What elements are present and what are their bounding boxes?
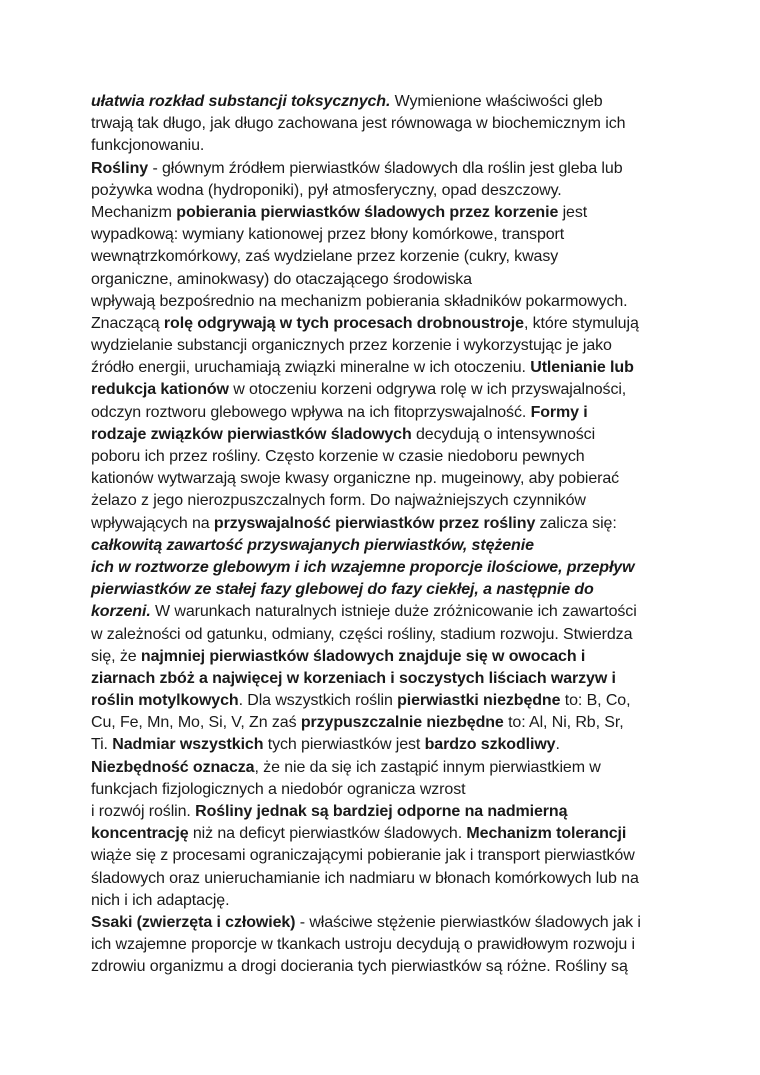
text-span: w zależności od gatunku, odmiany, części rośliny, stadium rozwoju. Stwierdza <box>91 625 633 643</box>
text-line <box>91 535 681 557</box>
text-span: rolę odgrywają w tych procesach drobnoustroje <box>163 314 524 332</box>
text-span: poboru ich przez rośliny. Często korzenie w czasie niedoboru pewnych <box>91 448 585 465</box>
text-span: Ti. <box>91 736 113 754</box>
text-span: niż na deficyt pierwiastków śladowych. <box>188 825 467 843</box>
text-span: najmniej pierwiastków śladowych znajduje się w owocach i <box>140 647 586 665</box>
text-span: Cu, Fe, Mn, Mo, Si, V, Zn zaś <box>91 714 301 732</box>
text-span: się, że <box>91 647 141 665</box>
text-span: rodzaje związków pierwiastków śladowych <box>91 425 412 443</box>
text-line <box>91 490 681 512</box>
text-span: W warunkach naturalnych istnieje duże zróżnicowanie ich zawartości <box>150 603 637 621</box>
text-span: wiąże się z procesami ograniczającymi pobieranie jak i transport pierwiastków <box>91 847 635 865</box>
text-span: bardzo szkodliwy <box>424 736 556 754</box>
text-span: źródło energii, uruchamiają związki mineralne w ich otoczeniu. <box>91 359 531 377</box>
text-span: koncentrację <box>91 825 189 843</box>
text-span: wydzielanie substancji organicznych przez korzenie i wykorzystując je jako <box>91 337 612 355</box>
text-line <box>91 668 681 690</box>
text-line <box>91 113 681 135</box>
text-span: zalicza się: <box>535 514 617 532</box>
text-line <box>91 158 681 180</box>
text-line <box>91 269 681 291</box>
text-span: to: Al, Ni, Rb, Sr, <box>503 714 624 732</box>
text-line <box>91 734 681 756</box>
text-line <box>91 712 681 734</box>
text-line <box>91 180 681 202</box>
text-span: wpływają bezpośrednio na mechanizm pobierania składników pokarmowych. <box>91 292 628 310</box>
text-span: ułatwia rozkład substancji toksycznych. <box>91 93 391 110</box>
text-span: żelazo z jego nierozpuszczalnych form. Do najważniejszych czynników <box>91 492 586 510</box>
text-span: i rozwój roślin. <box>91 803 196 820</box>
text-span: przypuszczalnie niezbędne <box>300 714 504 732</box>
text-span: tych pierwiastków jest <box>263 736 425 754</box>
text-line <box>91 379 681 401</box>
text-span: - głównym źródłem pierwiastków śladowych dla roślin jest gleba lub <box>148 159 623 177</box>
text-span: , że nie da się ich zastąpić innym pierwiastkiem w <box>254 758 601 776</box>
text-span: pierwiastki niezbędne <box>397 692 561 710</box>
text-span: śladowych oraz unieruchamianie ich nadmiaru w błonach komórkowych lub na <box>91 869 639 887</box>
text-span: jest <box>558 203 588 221</box>
text-span: korzeni. <box>91 603 151 621</box>
text-line <box>91 690 681 712</box>
text-line <box>91 424 681 446</box>
text-line <box>91 246 681 268</box>
text-line <box>91 823 681 845</box>
text-span: pierwiastków ze stałej fazy glebowej do fazy ciekłej, a następnie do <box>91 581 594 599</box>
text-line <box>91 890 681 912</box>
text-span: Znaczącą <box>91 314 164 332</box>
text-span: ich w roztworze glebowym i ich wzajemne proporcje ilościowe, przepływ <box>91 558 635 576</box>
text-line <box>91 513 681 535</box>
text-line <box>91 868 681 890</box>
text-line <box>91 579 681 601</box>
text-line <box>91 557 681 579</box>
text-span: Nadmiar wszystkich <box>112 736 264 754</box>
text-span: Mechanizm <box>91 203 177 221</box>
text-line <box>91 224 681 246</box>
text-span: trwają tak długo, jak długo zachowana jest równowaga w biochemicznym ich <box>91 115 626 133</box>
text-line <box>91 402 681 424</box>
text-span: decydują o intensywności <box>411 425 596 443</box>
text-span: . <box>555 736 560 754</box>
text-span: pożywka wodna (hydroponiki), pył atmosferyczny, opad deszczowy. <box>91 181 562 199</box>
text-span: przyswajalność pierwiastków przez rośliny <box>213 514 536 532</box>
text-line <box>91 912 681 934</box>
text-span: całkowitą zawartość przyswajanych pierwiastków, stężenie <box>91 536 534 554</box>
text-span: roślin motylkowych <box>91 692 239 710</box>
text-line <box>91 446 681 468</box>
text-span: zdrowiu organizmu a drogi docierania tych pierwiastków są różne. Rośliny są <box>91 958 628 976</box>
text-line <box>91 845 681 867</box>
document-body <box>91 91 681 979</box>
text-span: , które stymulują <box>523 314 639 332</box>
text-span: redukcja kationów <box>91 381 229 399</box>
text-span: nich i ich adaptację. <box>91 891 230 909</box>
text-line <box>91 646 681 668</box>
text-line <box>91 801 681 823</box>
text-line <box>91 624 681 646</box>
text-span: Niezbędność oznacza <box>91 758 255 776</box>
text-line <box>91 757 681 779</box>
text-line <box>91 357 681 379</box>
text-span: funkcjach fizjologicznych a niedobór ogranicza wzrost <box>91 780 466 798</box>
text-line <box>91 135 681 157</box>
text-span: wewnątrzkomórkowy, zaś wydzielane przez korzenie (cukry, kwasy <box>91 248 559 266</box>
text-span: Rośliny <box>91 159 149 177</box>
text-span: ich wzajemne proporcje w tkankach ustroju decydują o prawidłowym rozwoju i <box>91 936 635 954</box>
text-span: Wymienione właściwości gleb <box>390 93 603 110</box>
text-line <box>91 934 681 956</box>
text-span: w otoczeniu korzeni odgrywa rolę w ich przyswajalności, <box>228 381 627 399</box>
text-line <box>91 313 681 335</box>
text-span: Ssaki (zwierzęta i człowiek) <box>91 913 296 931</box>
text-span: to: B, Co, <box>560 692 631 710</box>
text-span: kationów wytwarzają swoje kwasy organiczne np. mugeinowy, aby pobierać <box>91 470 620 488</box>
text-span: Utlenianie lub <box>530 359 634 377</box>
text-line <box>91 956 681 978</box>
text-line <box>91 335 681 357</box>
text-span: . Dla wszystkich roślin <box>238 692 398 710</box>
text-line <box>91 91 681 113</box>
text-line <box>91 291 681 313</box>
text-span: ziarnach zbóż a najwięcej w korzeniach i soczystych liściach warzyw i <box>91 669 616 687</box>
text-line <box>91 779 681 801</box>
text-span: Formy i <box>530 403 588 421</box>
text-line <box>91 468 681 490</box>
text-span: organiczne, aminokwasy) do otaczającego środowiska <box>91 270 472 288</box>
text-span: pobierania pierwiastków śladowych przez korzenie <box>176 203 559 221</box>
text-span: funkcjonowaniu. <box>91 137 205 155</box>
text-span: odczyn roztworu glebowego wpływa na ich fitoprzyswajalność. <box>91 403 531 421</box>
text-span: wypadkową: wymiany kationowej przez błony komórkowe, transport <box>91 226 565 244</box>
text-line <box>91 202 681 224</box>
text-span: - właściwe stężenie pierwiastków śladowych jak i <box>295 913 641 931</box>
text-span: wpływających na <box>91 514 214 532</box>
text-span: Rośliny jednak są bardziej odporne na nadmierną <box>195 803 568 820</box>
text-span: Mechanizm tolerancji <box>466 825 627 843</box>
text-line <box>91 601 681 623</box>
